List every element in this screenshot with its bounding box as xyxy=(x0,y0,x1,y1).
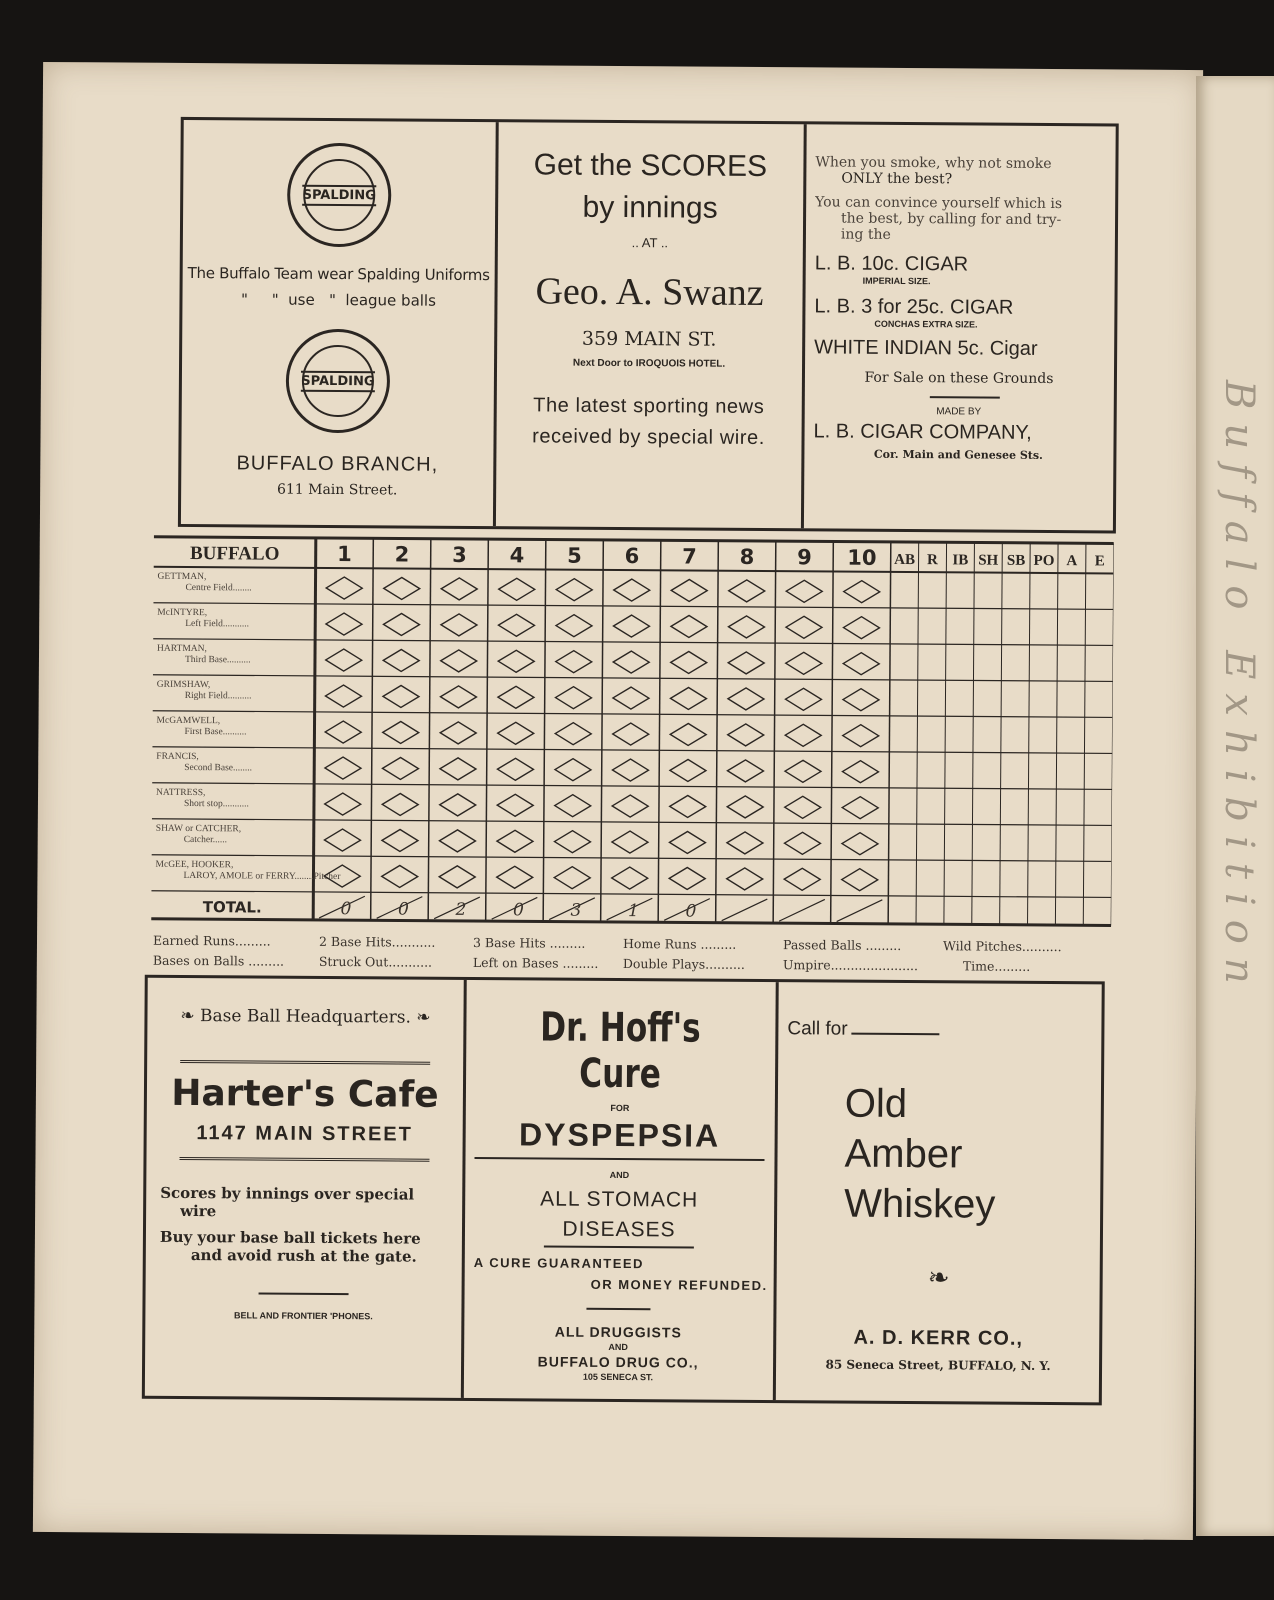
stat-time: Time......... xyxy=(962,958,1031,974)
grid-name-divider xyxy=(313,538,316,920)
base-diamond xyxy=(325,685,361,707)
spalding-seal-bottom xyxy=(182,328,495,434)
rule xyxy=(544,1245,694,1248)
base-diamond xyxy=(324,829,360,851)
inning-divider xyxy=(888,542,891,924)
base-diamond xyxy=(843,725,879,747)
base-diamond xyxy=(383,721,419,743)
cigar-sale: For Sale on these Grounds xyxy=(864,369,1054,388)
inning-divider xyxy=(486,539,489,921)
whiskey-ad xyxy=(775,982,1104,1402)
spalding-line1: The Buffalo Team wear Spalding Uniforms xyxy=(187,263,490,285)
stat-home-runs: Home Runs ......... xyxy=(622,936,737,952)
base-diamond xyxy=(727,832,763,854)
inning-header: 9 xyxy=(797,545,812,570)
base-diamond xyxy=(612,831,648,853)
inning-divider xyxy=(371,538,374,920)
player-position: First Base.......... xyxy=(184,726,247,738)
base-diamond xyxy=(613,687,649,709)
harter-phones: BELL AND FRONTIER 'PHONES. xyxy=(234,1310,373,1322)
cigar-item1: L. B. 10c. CIGAR xyxy=(814,252,969,276)
base-diamond xyxy=(728,688,764,710)
cigar-intro5: ing the xyxy=(840,226,891,243)
hoff-for: FOR xyxy=(610,1102,630,1114)
hoff-and2: AND xyxy=(608,1341,628,1353)
base-diamond xyxy=(669,867,705,889)
scores-news1: The latest sporting news xyxy=(533,394,765,419)
whiskey-line3: Whiskey xyxy=(844,1181,996,1227)
inning-total: 0 xyxy=(513,900,524,921)
base-diamond xyxy=(382,829,418,851)
base-diamond xyxy=(727,796,763,818)
base-diamond xyxy=(441,650,477,672)
stat-double-plays: Double Plays.......... xyxy=(622,956,745,972)
base-diamond xyxy=(382,865,418,887)
scores-next-door: Next Door to IROQUOIS HOTEL. xyxy=(572,357,726,370)
player-position: Short stop........... xyxy=(183,798,249,810)
base-diamond xyxy=(786,652,822,674)
inning-divider xyxy=(658,540,661,922)
player-position: Left Field........... xyxy=(185,618,250,630)
inning-header: 1 xyxy=(337,542,352,567)
bottom-ads-panel xyxy=(142,975,1105,1406)
player-position: Catcher...... xyxy=(183,834,228,846)
spalding-address: 611 Main Street. xyxy=(276,481,398,499)
base-diamond xyxy=(556,579,592,601)
spalding-seal-top xyxy=(183,142,496,248)
base-diamond xyxy=(727,760,763,782)
inning-divider xyxy=(831,541,834,923)
player-name: McGAMWELL, xyxy=(156,715,221,727)
stat-divider xyxy=(1055,543,1058,925)
inning-divider xyxy=(428,539,431,921)
base-diamond xyxy=(383,649,419,671)
total-slash xyxy=(837,900,883,922)
cigar-intro4: the best, by calling for and try- xyxy=(841,210,1062,229)
base-diamond xyxy=(842,869,878,891)
player-position: LAROY, AMOLE or FERRY........Pitcher xyxy=(183,870,341,883)
cigar-company-address: Cor. Main and Genesee Sts. xyxy=(873,447,1043,462)
base-diamond xyxy=(728,616,764,638)
base-diamond xyxy=(554,867,590,889)
rule xyxy=(259,1293,349,1296)
row-divider xyxy=(152,747,1112,754)
base-diamond xyxy=(728,652,764,674)
base-diamond xyxy=(382,757,418,779)
inning-total: 0 xyxy=(398,899,409,920)
inning-divider xyxy=(716,541,719,923)
scores-line1: Get the SCORES xyxy=(533,148,768,184)
cigar-item2-size: CONCHAS EXTRA SIZE. xyxy=(874,318,978,330)
total-slash xyxy=(779,899,825,921)
stat-divider xyxy=(1028,543,1031,925)
harter-headline: ❧ Base Ball Headquarters. ❧ xyxy=(180,1005,431,1028)
base-diamond xyxy=(613,615,649,637)
base-diamond xyxy=(785,724,821,746)
base-diamond xyxy=(729,580,765,602)
player-name: FRANCIS, xyxy=(156,751,199,763)
base-diamond xyxy=(612,759,648,781)
inning-total: 3 xyxy=(570,900,582,921)
base-diamond xyxy=(555,687,591,709)
base-diamond xyxy=(612,867,648,889)
stat-wild-pitches: Wild Pitches.......... xyxy=(942,938,1062,955)
spalding-logo-icon: SPALDING xyxy=(286,329,391,434)
inning-header: 5 xyxy=(567,543,582,568)
hoff-guarantee2: OR MONEY REFUNDED. xyxy=(590,1276,768,1294)
stat-header: IB xyxy=(952,552,969,569)
cigar-intro3: You can convince yourself which is xyxy=(815,194,1063,213)
fleuron-icon: ❧ xyxy=(927,1263,950,1294)
row-divider xyxy=(152,819,1112,826)
harter-tickets1: Buy your base ball tickets here xyxy=(159,1227,421,1248)
total-label: TOTAL. xyxy=(202,898,262,917)
stat-earned-runs: Earned Runs......... xyxy=(152,932,271,949)
scores-name: Geo. A. Swanz xyxy=(535,270,764,315)
stat-divider xyxy=(1083,543,1086,925)
player-name: HARTMAN, xyxy=(157,643,207,655)
rule xyxy=(586,1308,650,1310)
base-diamond xyxy=(612,795,648,817)
base-diamond xyxy=(498,686,534,708)
stat-struck-out: Struck Out........... xyxy=(318,953,433,970)
base-diamond xyxy=(440,686,476,708)
base-diamond xyxy=(555,723,591,745)
rule xyxy=(474,1157,764,1161)
inning-header: 3 xyxy=(452,542,467,567)
scores-line2: by innings xyxy=(582,190,718,225)
inning-divider xyxy=(773,541,776,923)
stat-header: SB xyxy=(1006,552,1026,569)
base-diamond xyxy=(440,758,476,780)
handwritten-notes: Buffalo Exhibition xyxy=(1216,380,1262,998)
base-diamond xyxy=(554,831,590,853)
base-diamond xyxy=(382,793,418,815)
base-diamond xyxy=(669,831,705,853)
whiskey-line2: Amber xyxy=(844,1131,963,1177)
player-name: SHAW or CATCHER, xyxy=(155,823,242,835)
scores-at: .. AT .. xyxy=(631,235,669,251)
base-diamond xyxy=(439,866,475,888)
harter-name: Harter's Cafe xyxy=(171,1072,439,1116)
player-name: GETTMAN, xyxy=(157,571,207,583)
base-diamond xyxy=(497,794,533,816)
base-diamond xyxy=(671,615,707,637)
row-divider xyxy=(153,603,1113,610)
cigar-item2: L. B. 3 for 25c. CIGAR xyxy=(814,295,1014,319)
base-diamond xyxy=(670,795,706,817)
base-diamond xyxy=(786,580,822,602)
base-diamond xyxy=(556,651,592,673)
cigar-company: L. B. CIGAR COMPANY, xyxy=(813,420,1032,444)
hoff-druggists: ALL DRUGGISTS xyxy=(554,1323,682,1341)
base-diamond xyxy=(384,577,420,599)
base-diamond xyxy=(326,577,362,599)
stat-umpire: Umpire...................... xyxy=(782,957,919,974)
spalding-ad xyxy=(181,120,496,526)
base-diamond xyxy=(842,761,878,783)
player-position: Centre Field........ xyxy=(185,582,252,594)
stat-header: A xyxy=(1066,553,1078,570)
base-diamond xyxy=(613,651,649,673)
spalding-branch: BUFFALO BRANCH, xyxy=(236,452,439,476)
cigar-intro1: When you smoke, why not smoke xyxy=(815,154,1052,173)
row-divider xyxy=(152,783,1112,790)
stat-two-base-hits: 2 Base Hits........... xyxy=(318,933,436,950)
cigar-intro2: ONLY the best? xyxy=(841,170,953,188)
player-position: Second Base........ xyxy=(184,762,253,774)
base-diamond xyxy=(785,796,821,818)
hoff-address: 105 SENECA ST. xyxy=(582,1371,654,1383)
scores-news2: received by special wire. xyxy=(532,425,766,450)
spalding-logo-icon: SPALDING xyxy=(287,143,392,248)
player-position: Third Base.......... xyxy=(184,654,251,666)
whiskey-call: Call for xyxy=(777,1018,1103,1042)
cigar-ad xyxy=(803,124,1118,530)
base-diamond xyxy=(728,724,764,746)
stat-divider xyxy=(944,542,947,924)
base-diamond xyxy=(670,687,706,709)
base-diamond xyxy=(441,614,477,636)
cigar-item1-size: IMPERIAL SIZE. xyxy=(862,275,931,287)
base-diamond xyxy=(671,651,707,673)
hoff-stomach1: ALL STOMACH xyxy=(540,1187,699,1212)
top-ads-panel xyxy=(178,117,1119,534)
whiskey-address: 85 Seneca Street, BUFFALO, N. Y. xyxy=(825,1357,1051,1374)
base-diamond xyxy=(784,868,820,890)
team-name: BUFFALO xyxy=(189,543,280,565)
base-diamond xyxy=(613,723,649,745)
base-diamond xyxy=(383,685,419,707)
cigar-rule xyxy=(930,396,1000,398)
scores-ad xyxy=(495,122,804,528)
harter-tickets2: and avoid rush at the gate. xyxy=(190,1246,417,1266)
hoff-name: Dr. Hoff's Cure xyxy=(540,1004,701,1098)
hoff-ad xyxy=(463,980,776,1400)
stat-header: E xyxy=(1094,553,1105,570)
base-diamond xyxy=(842,797,878,819)
whiskey-company: A. D. KERR CO., xyxy=(853,1326,1024,1350)
base-diamond xyxy=(325,757,361,779)
stat-header: SH xyxy=(978,552,999,569)
base-diamond xyxy=(670,723,706,745)
base-diamond xyxy=(497,758,533,780)
player-name: GRIMSHAW, xyxy=(156,679,211,691)
base-diamond xyxy=(555,759,591,781)
program-page xyxy=(33,62,1203,1540)
rule xyxy=(179,1157,429,1162)
spalding-line2: " " use " league balls xyxy=(240,290,437,310)
row-divider xyxy=(151,891,1111,898)
base-diamond xyxy=(325,721,361,743)
player-name: McINTYRE, xyxy=(157,607,208,619)
base-diamond xyxy=(326,649,362,671)
row-divider xyxy=(152,855,1112,862)
stat-divider xyxy=(916,542,919,924)
rule xyxy=(180,1060,430,1065)
base-diamond xyxy=(670,759,706,781)
total-slash xyxy=(722,899,768,921)
harter-scores2: wire xyxy=(180,1201,217,1221)
inning-total: 0 xyxy=(685,901,697,922)
stat-passed-balls: Passed Balls ......... xyxy=(782,937,902,953)
inning-header: 10 xyxy=(847,545,877,570)
base-diamond xyxy=(785,760,821,782)
base-diamond xyxy=(498,722,534,744)
base-diamond xyxy=(498,650,534,672)
harter-ad xyxy=(145,978,464,1398)
base-diamond xyxy=(843,653,879,675)
base-diamond xyxy=(784,832,820,854)
harter-address: 1147 MAIN STREET xyxy=(196,1122,413,1146)
base-diamond xyxy=(441,578,477,600)
inning-header: 7 xyxy=(682,544,697,569)
base-diamond xyxy=(842,833,878,855)
stat-three-base-hits: 3 Base Hits ......... xyxy=(472,934,586,951)
base-diamond xyxy=(326,613,362,635)
player-name: McGEE, HOOKER, xyxy=(155,859,234,871)
base-diamond xyxy=(440,794,476,816)
base-diamond xyxy=(498,614,534,636)
player-name: NATTRESS, xyxy=(156,787,206,799)
inning-header: 8 xyxy=(739,544,755,569)
base-diamond xyxy=(786,616,822,638)
base-diamond xyxy=(671,579,707,601)
inning-divider xyxy=(543,539,546,921)
row-divider xyxy=(153,639,1113,646)
stat-header: PO xyxy=(1033,552,1055,570)
base-diamond xyxy=(785,688,821,710)
base-diamond xyxy=(843,689,879,711)
base-diamond xyxy=(614,579,650,601)
stat-divider xyxy=(1000,543,1003,925)
scores-street: 359 MAIN ST. xyxy=(581,327,717,351)
hoff-company: BUFFALO DRUG CO., xyxy=(537,1353,699,1371)
base-diamond xyxy=(497,830,533,852)
stat-header: R xyxy=(927,552,938,569)
base-diamond xyxy=(556,615,592,637)
grid-top-rule xyxy=(154,537,1114,544)
stat-divider xyxy=(1111,543,1114,925)
inning-header: 4 xyxy=(509,543,525,568)
base-diamond xyxy=(383,613,419,635)
scorecard-grid xyxy=(151,533,1114,934)
player-position: Right Field.......... xyxy=(184,690,252,702)
cigar-item3: WHITE INDIAN 5c. Cigar xyxy=(814,336,1038,360)
base-diamond xyxy=(499,578,535,600)
base-diamond xyxy=(325,793,361,815)
hoff-guarantee1: A CURE GUARANTEED xyxy=(473,1255,645,1272)
inning-divider xyxy=(601,540,604,922)
harter-scores1: Scores by innings over special xyxy=(160,1183,415,1204)
base-diamond xyxy=(440,722,476,744)
stat-bases-on-balls: Bases on Balls ......... xyxy=(152,952,285,969)
base-diamond xyxy=(439,830,475,852)
base-diamond xyxy=(555,795,591,817)
inning-header: 6 xyxy=(624,544,640,569)
base-diamond xyxy=(844,581,880,603)
scorecard xyxy=(151,533,1114,934)
inning-header: 2 xyxy=(394,542,410,567)
whiskey-line1: Old xyxy=(844,1081,908,1127)
hoff-ailment: DYSPEPSIA xyxy=(518,1116,721,1154)
hoff-and1: AND xyxy=(609,1169,630,1181)
hoff-stomach2: DISEASES xyxy=(562,1217,676,1242)
inning-total: 1 xyxy=(627,901,639,922)
inning-total: 2 xyxy=(455,899,467,920)
inning-total: 0 xyxy=(340,899,352,920)
base-diamond xyxy=(843,617,879,639)
row-divider xyxy=(153,711,1113,718)
row-divider xyxy=(153,675,1113,682)
stat-header: AB xyxy=(894,551,916,569)
stat-divider xyxy=(972,542,975,924)
cigar-made-by: MADE BY xyxy=(936,406,982,418)
base-diamond xyxy=(497,866,533,888)
stat-left-on-bases: Left on Bases ......... xyxy=(472,954,599,971)
base-diamond xyxy=(727,868,763,890)
